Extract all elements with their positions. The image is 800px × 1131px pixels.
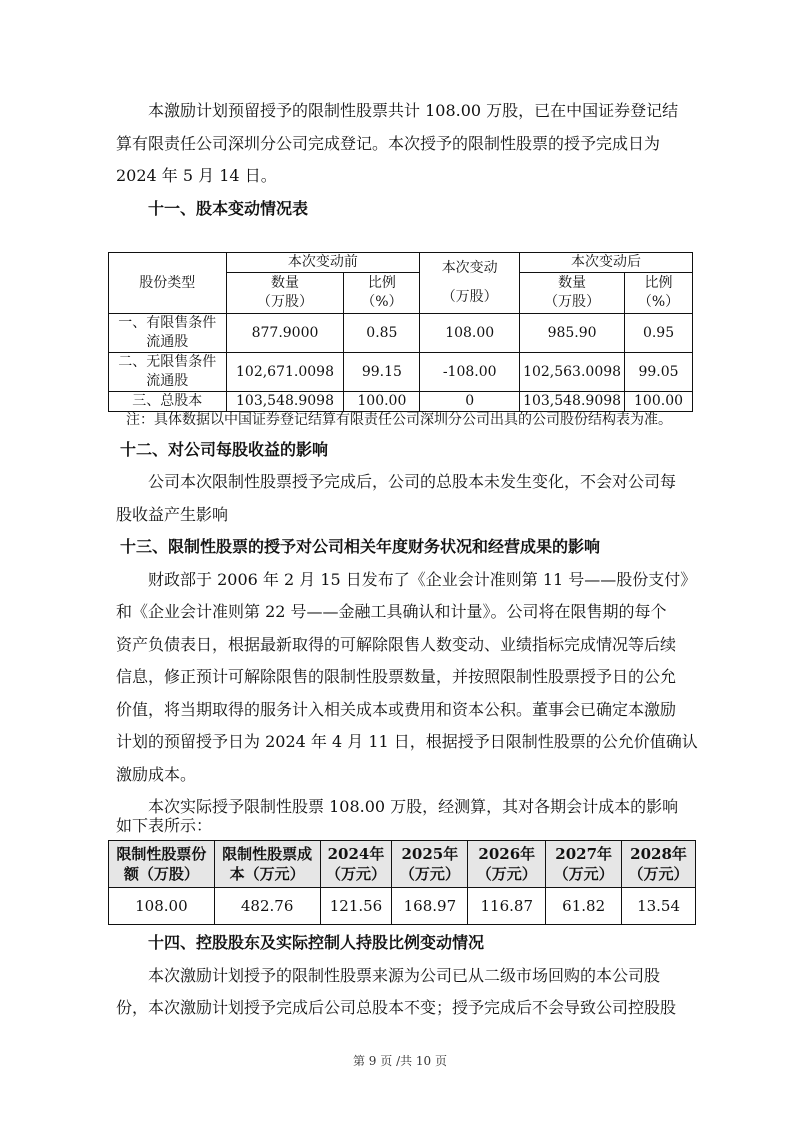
value-2028: 13.54 [622, 888, 696, 925]
header-share-amount-line1: 限制性股票份 [116, 845, 207, 863]
header-qty-before [226, 273, 344, 314]
header-before-change: 本次变动前 [226, 253, 420, 273]
header-year-2026-unit: （万元） [476, 865, 537, 883]
header-year-2024 [320, 841, 392, 888]
header-ratio-after-label: 比例 [644, 275, 673, 291]
header-year-2027 [546, 841, 622, 888]
header-ratio-before-unit: （%） [361, 294, 403, 310]
header-year-2028 [622, 841, 696, 888]
table-row [109, 353, 693, 392]
header-year-2025-unit: （万元） [399, 865, 460, 883]
para1-line2: 算有限责任公司深圳分公司完成登记。本次授予的限制性股票的授予完成日为 [116, 134, 661, 153]
para1-line3: 2024 年 5 月 14 日。 [116, 166, 277, 185]
header-change-unit: （万股） [441, 289, 498, 305]
table-row [109, 888, 696, 925]
header-share-type: 股份类型 [109, 253, 227, 314]
header-year-2028-unit: （万元） [628, 865, 689, 883]
header-share-cost-line2: 本（万元） [229, 865, 305, 883]
table-row [109, 314, 693, 353]
row-ratio-after: 99.05 [625, 353, 693, 392]
header-qty-after [520, 273, 625, 314]
header-qty-after-unit: （万股） [544, 294, 601, 310]
para13-line3: 资产负债表日，根据最新取得的可解除限售人数变动、业绩指标完成情况等后续 [116, 635, 677, 654]
value-share-amount: 108.00 [109, 888, 215, 925]
header-ratio-after [625, 273, 693, 314]
para12-line1: 公司本次限制性股票授予完成后，公司的总股本未发生变化，不会对公司每 [148, 472, 677, 491]
row-share-type-line1: 一、有限售条件 [118, 315, 217, 331]
para13-line5: 价值，将当期取得的服务计入相关成本或费用和资本公积。董事会已确定本激励 [116, 700, 677, 719]
header-year-2027-label: 2027年 [555, 845, 613, 863]
header-ratio-before [344, 273, 420, 314]
header-change-label: 本次变动 [441, 260, 498, 276]
value-2026: 116.87 [468, 888, 546, 925]
header-year-2026 [468, 841, 546, 888]
row-ratio-before: 0.85 [344, 314, 420, 353]
row-share-type: 三、总股本 [109, 392, 227, 412]
header-share-amount-line2: 额（万股） [123, 865, 199, 883]
header-year-2025-label: 2025年 [401, 845, 459, 863]
value-2027: 61.82 [546, 888, 622, 925]
row-ratio-after: 0.95 [625, 314, 693, 353]
para14-line2: 份，本次激励计划授予完成后公司总股本不变；授予完成后不会导致公司控股股 [116, 998, 677, 1017]
row-share-type-line1: 二、无限售条件 [118, 354, 217, 370]
header-share-amount [109, 841, 215, 888]
row-change: -108.00 [420, 353, 520, 392]
section-13-heading: 十三、限制性股票的授予对公司相关年度财务状况和经营成果的影响 [120, 537, 601, 556]
header-year-2024-label: 2024年 [327, 845, 385, 863]
row-ratio-after: 100.00 [625, 392, 693, 412]
header-ratio-after-unit: （%） [637, 294, 680, 310]
row-change: 108.00 [420, 314, 520, 353]
section-14-heading: 十四、控股股东及实际控制人持股比例变动情况 [148, 933, 485, 952]
row-share-type [109, 353, 227, 392]
row-qty-after: 103,548.9098 [520, 392, 625, 412]
header-ratio-before-label: 比例 [367, 275, 396, 291]
para13-line2: 和《企业会计准则第 22 号——金融工具确认和计量》。公司将在限售期的每个 [116, 602, 667, 621]
header-qty-before-unit: （万股） [257, 294, 313, 310]
value-2025: 168.97 [392, 888, 468, 925]
value-share-cost: 482.76 [214, 888, 320, 925]
row-share-type [109, 314, 227, 353]
row-share-type-line2: 流通股 [146, 373, 189, 389]
row-ratio-before: 100.00 [344, 392, 420, 412]
para13-line1: 财政部于 2006 年 2 月 15 日发布了《企业会计准则第 11 号——股份支付》 [148, 570, 697, 589]
para13-line7: 激励成本。 [116, 765, 197, 784]
header-share-cost [214, 841, 320, 888]
header-year-2026-label: 2026年 [478, 845, 536, 863]
row-qty-after: 102,563.0098 [520, 353, 625, 392]
para13-line6: 计划的预留授予日为 2024 年 4 月 11 日，根据授予日限制性股票的公允价值确认 [116, 732, 698, 751]
cost-impact-table [108, 840, 696, 925]
section-12-heading: 十二、对公司每股收益的影响 [120, 440, 329, 459]
section-11-heading: 十一、股本变动情况表 [148, 199, 309, 218]
para13-line4: 信息，修正预计可解除限售的限制性股票数量，并按照限制性股票授予日的公允 [116, 667, 677, 686]
row-share-type-line2: 流通股 [146, 334, 189, 350]
para13b-line2: 如下表所示： [116, 816, 213, 835]
header-change [420, 253, 520, 314]
header-year-2027-unit: （万元） [553, 865, 614, 883]
header-after-change: 本次变动后 [520, 253, 693, 273]
cost-table-header-row [109, 841, 696, 888]
header-qty-after-label: 数量 [558, 275, 587, 291]
header-year-2025 [392, 841, 468, 888]
table-row [109, 392, 693, 412]
row-qty-after: 985.90 [520, 314, 625, 353]
value-2024: 121.56 [320, 888, 392, 925]
para13b-line1: 本次实际授予限制性股票 108.00 万股，经测算，其对各期会计成本的影响 [148, 797, 679, 816]
share-change-table [108, 252, 693, 412]
header-year-2028-label: 2028年 [630, 845, 687, 863]
row-change: 0 [420, 392, 520, 412]
header-share-cost-line1: 限制性股票成 [222, 845, 313, 863]
header-qty-before-label: 数量 [271, 275, 299, 291]
header-year-2024-unit: （万元） [325, 865, 386, 883]
row-ratio-before: 99.15 [344, 353, 420, 392]
page-footer: 第 9 页 /共 10 页 [352, 1054, 448, 1068]
row-qty-before: 102,671.0098 [226, 353, 344, 392]
para1-line1: 本激励计划预留授予的限制性股票共计 108.00 万股，已在中国证券登记结 [148, 101, 679, 120]
para14-line1: 本次激励计划授予的限制性股票来源为公司已从二级市场回购的本公司股 [148, 966, 661, 985]
para12-line2: 股收益产生影响 [116, 505, 229, 524]
row-qty-before: 103,548.9098 [226, 392, 344, 412]
table-note: 注：具体数据以中国证券登记结算有限责任公司深圳分公司出具的公司股份结构表为准。 [126, 412, 672, 428]
row-qty-before: 877.9000 [226, 314, 344, 353]
